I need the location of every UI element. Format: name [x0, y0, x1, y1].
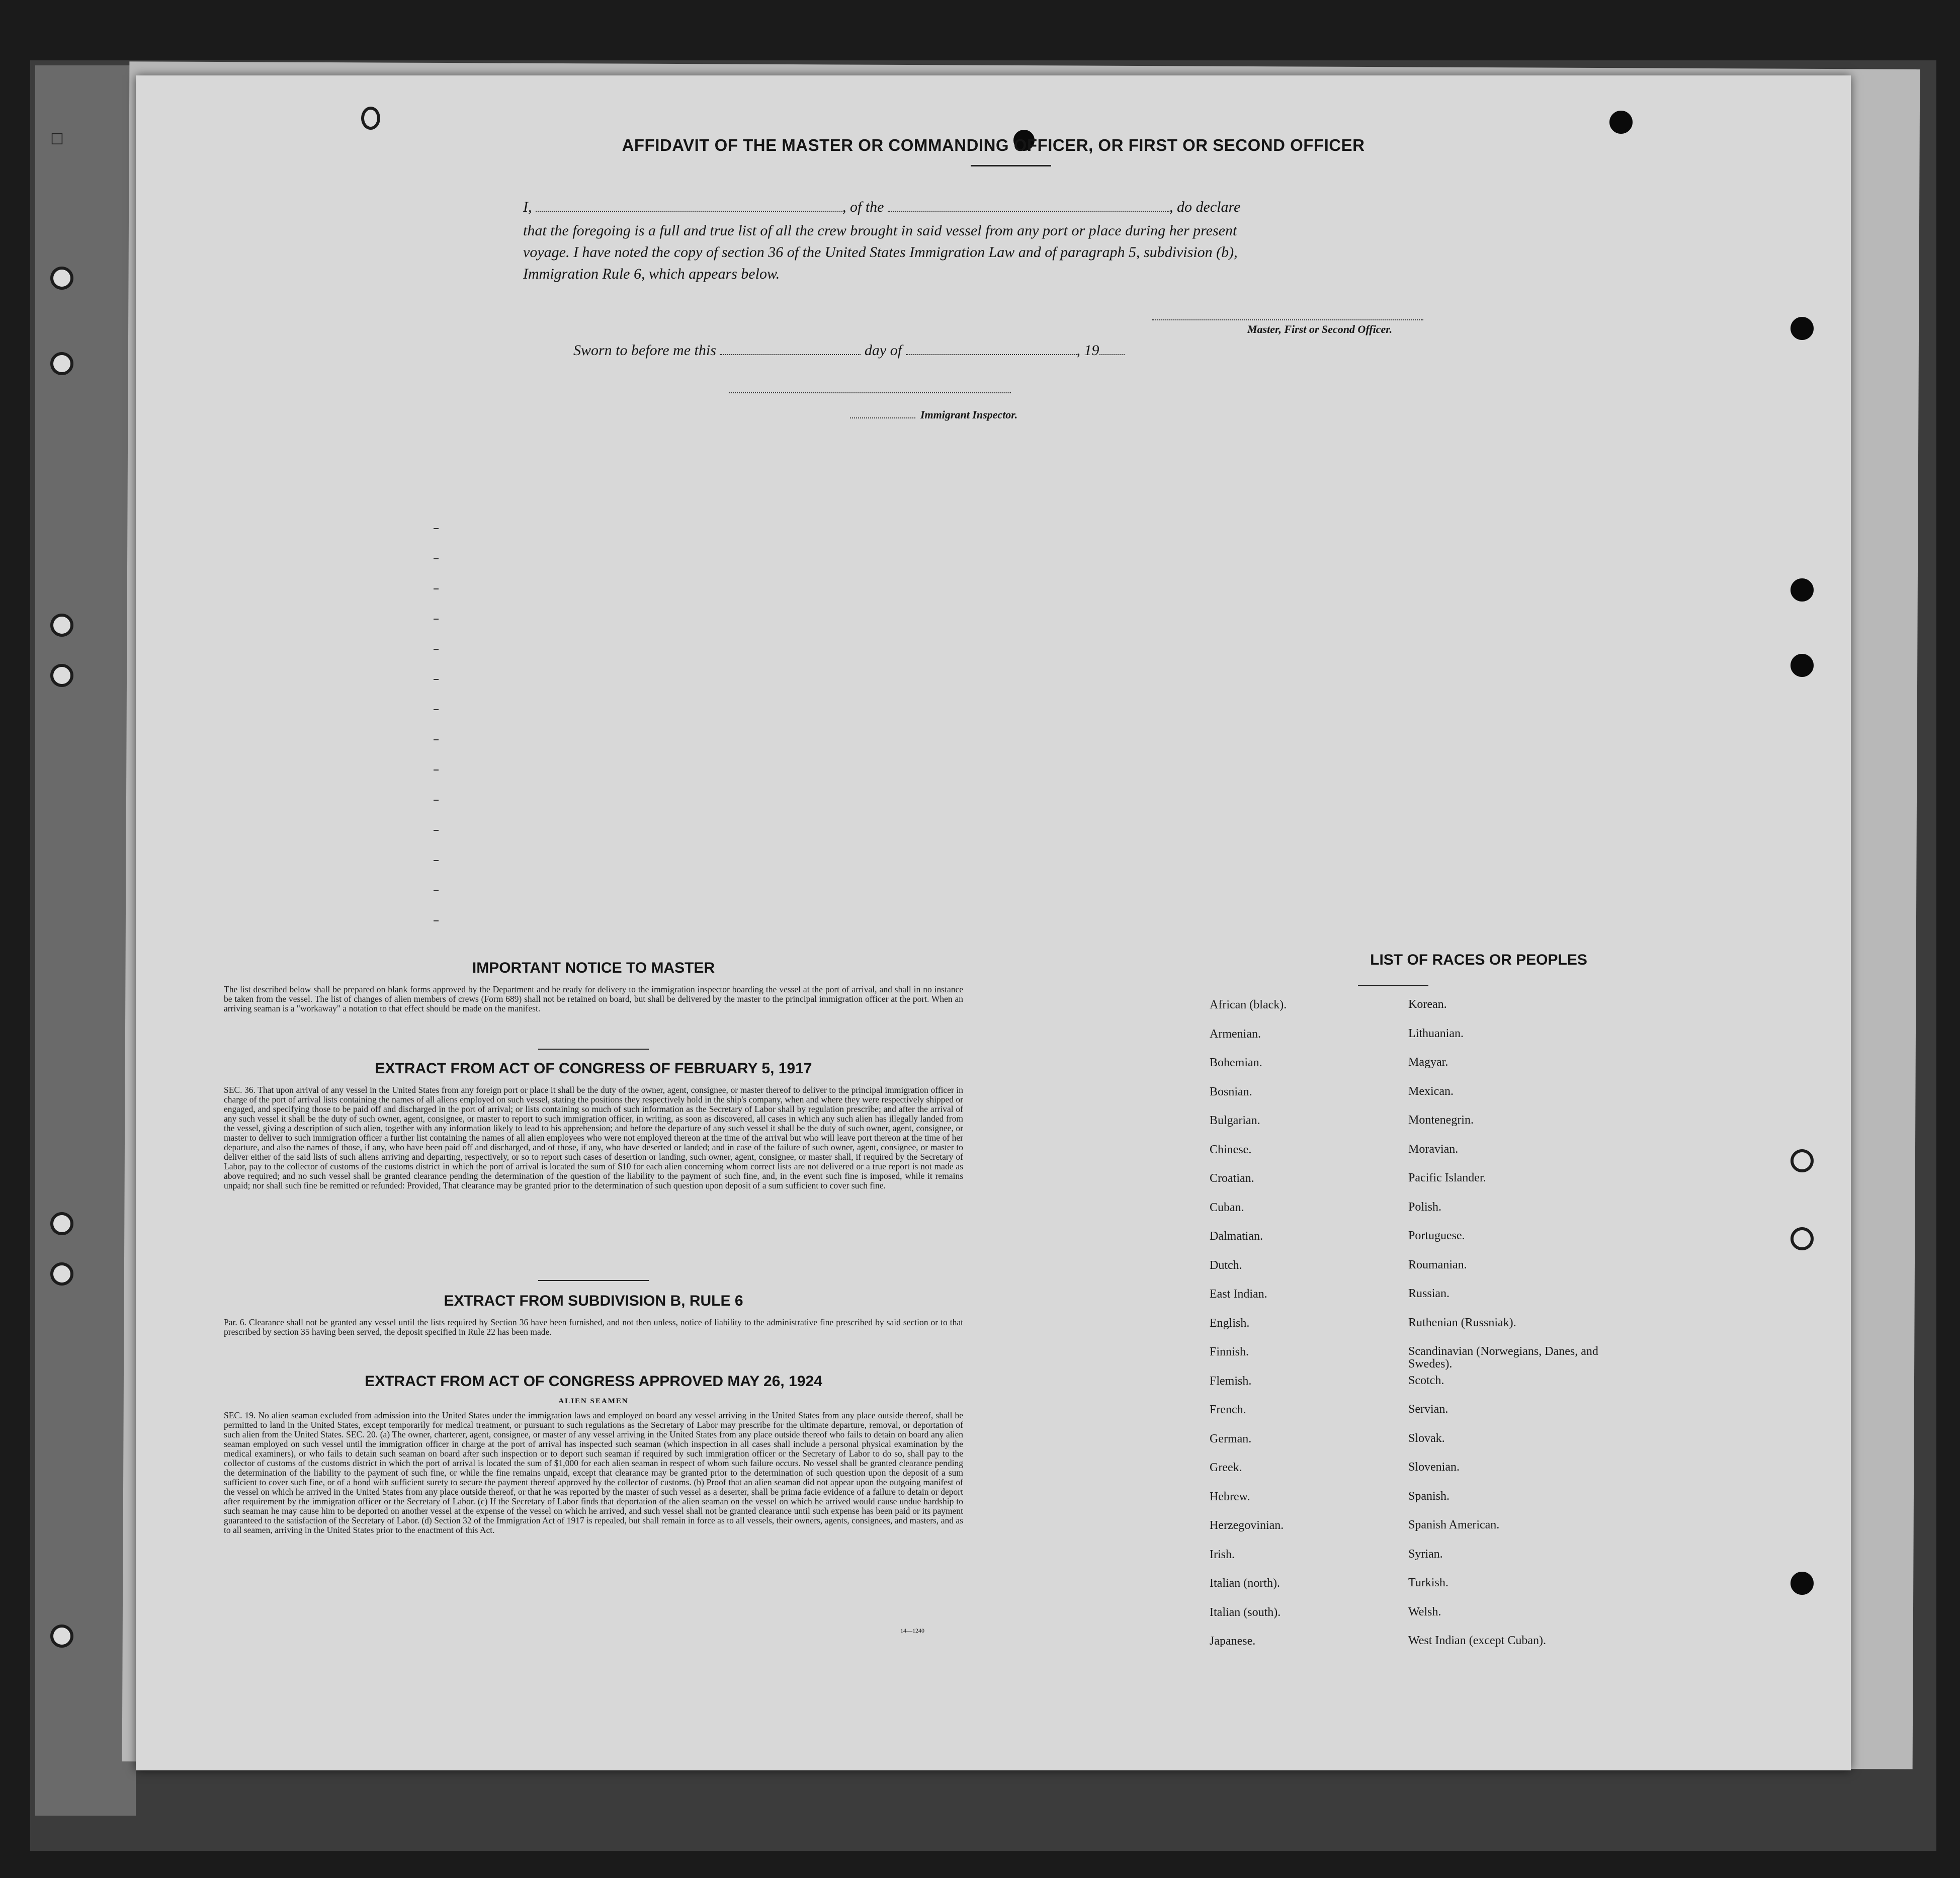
affidavit-title-rule	[971, 165, 1051, 166]
page-hole	[361, 107, 380, 130]
row-tick	[434, 558, 439, 559]
race-item: Greek.	[1210, 1461, 1242, 1474]
row-tick	[434, 528, 439, 529]
binder-strip	[35, 65, 136, 1816]
race-item: Bohemian.	[1210, 1056, 1262, 1069]
document-page	[136, 75, 1851, 1770]
binder-hole	[50, 664, 73, 687]
race-item: Hebrew.	[1210, 1490, 1250, 1503]
race-item: Flemish.	[1210, 1374, 1252, 1388]
sworn-year-blank	[1099, 354, 1125, 355]
race-item: Herzegovinian.	[1210, 1519, 1284, 1532]
race-item: Korean.	[1408, 998, 1447, 1011]
row-tick	[434, 860, 439, 861]
form-number: 14—1240	[900, 1627, 924, 1634]
race-item: Slovenian.	[1408, 1461, 1460, 1474]
binder-margin-mark: ☐	[50, 131, 64, 148]
race-item: Italian (south).	[1210, 1605, 1281, 1619]
section-divider	[538, 1280, 649, 1281]
races-title: LIST OF RACES OR PEOPLES	[1370, 952, 1587, 968]
sworn-day-of: day of	[864, 342, 902, 359]
sworn-line	[573, 342, 1125, 359]
race-item: Spanish.	[1408, 1489, 1450, 1503]
affidavit-line-4: Immigration Rule 6, which appears below.	[523, 266, 780, 282]
race-item: Turkish.	[1408, 1576, 1448, 1589]
binder-hole	[50, 1262, 73, 1286]
rule-6-title: EXTRACT FROM SUBDIVISION B, RULE 6	[444, 1293, 743, 1309]
race-item: Dutch.	[1210, 1258, 1242, 1272]
page-hole	[1791, 317, 1814, 340]
binder-hole	[50, 1212, 73, 1235]
race-item: Syrian.	[1408, 1547, 1443, 1561]
race-item: Bulgarian.	[1210, 1114, 1260, 1127]
affidavit-title: AFFIDAVIT OF THE MASTER OR COMMANDING OFFICER, OR FIRST OR SECOND OFFICER	[622, 136, 1365, 154]
race-item: Italian (north).	[1210, 1577, 1280, 1590]
binder-hole	[50, 352, 73, 375]
row-tick	[434, 619, 439, 620]
affidavit-of-the: , of the	[842, 199, 884, 215]
race-item: French.	[1210, 1403, 1246, 1416]
race-item: Roumanian.	[1408, 1258, 1467, 1271]
affidavit-line-1	[523, 199, 1240, 216]
name-blank	[536, 211, 842, 212]
race-item: English.	[1210, 1316, 1250, 1330]
act-1917-title: EXTRACT FROM ACT OF CONGRESS OF FEBRUARY 5, 1917	[375, 1060, 812, 1077]
section-divider	[538, 1049, 649, 1050]
race-item: Servian.	[1408, 1403, 1448, 1416]
row-tick	[434, 649, 439, 650]
act-1924-title: EXTRACT FROM ACT OF CONGRESS APPROVED MAY 26, 1924	[365, 1373, 822, 1390]
race-item: Slovak.	[1408, 1431, 1445, 1445]
affidavit-line-3: voyage. I have noted the copy of section 36 of the United States Immigration Law and of paragraph 5, subdivision (b),	[523, 244, 1238, 261]
notice-title: IMPORTANT NOTICE TO MASTER	[472, 960, 715, 976]
inspector-prefix-line	[850, 417, 915, 418]
race-item: Pacific Islander.	[1408, 1171, 1486, 1184]
page-hole	[1791, 578, 1814, 602]
sworn-month-blank	[906, 354, 1077, 355]
binder-hole	[50, 614, 73, 637]
race-item: Montenegrin.	[1408, 1114, 1474, 1127]
race-item: Croatian.	[1210, 1172, 1254, 1185]
page-hole	[1791, 1572, 1814, 1595]
race-item: Scandinavian (Norwegians, Danes, and Swedes).	[1408, 1345, 1598, 1371]
affidavit-i: I,	[523, 199, 532, 215]
race-item: Spanish American.	[1408, 1518, 1500, 1531]
row-tick	[434, 679, 439, 680]
act-1917-text: SEC. 36. That upon arrival of any vessel in the United States from any foreign port or place it shall be the duty of the owner, agent, consignee, or master thereof to deliver to the principal immigration officer in charge of the port of arrival lists containing the names of all aliens employed on such vessel, stating the positions they respectively hold in the ship's company, when and where they were respectively shipped or engaged, and specifying those to be paid off and discharged in the port of arrival; or lists containing so much of such information as the Secretary of Labor shall by regulation prescribe; and after the arrival of any such vessel it shall be the duty of such owner, agent, consignee, or master to report to such immigration officer, in writing, as soon as discovered, all cases in which any such alien has illegally landed from the vessel, giving a description of such alien, together with any information likely to lead to his apprehension; and before the departure of any such vessel it shall be the duty of such owner, agent, consignee, or master to deliver to such immigration officer a further list containing the names of all alien employees who were not employed thereon at the time of the arrival but who will leave port thereon at the time of her departure, and also the names of those, if any, who have been paid off and discharged, and of those, if any, who have deserted or landed; and in case of the failure of such owner, agent, consignee, or master to deliver either of the said lists of such aliens arriving and departing, respectively, or so to report such cases of desertion or landing, such owner, agent, consignee, or master shall, if required by the Secretary of Labor, pay to the collector of customs of the customs district in which the port of arrival is located the sum of $10 for each alien concerning whom correct lists are not delivered or a true report is not made as above required; and no such vessel shall be granted clearance pending the determination of the question of the liability to the payment of such fine, and, in the event such fine is imposed, while it remains unpaid; nor shall such fine be remitted or refunded: Provided, That clearance may be granted prior to the determination of such question upon deposit of a sum sufficient to cover such fine.	[224, 1085, 963, 1190]
race-item: Chinese.	[1210, 1143, 1252, 1156]
races-title-rule	[1358, 985, 1428, 986]
race-item: Welsh.	[1408, 1605, 1441, 1618]
page-hole	[1791, 654, 1814, 677]
page-hole	[1791, 1227, 1814, 1250]
inspector-signature-label: Immigrant Inspector.	[920, 408, 1018, 421]
race-item: German.	[1210, 1432, 1252, 1445]
race-item: Portuguese.	[1408, 1229, 1465, 1242]
race-item: Ruthenian (Russniak).	[1408, 1316, 1516, 1329]
row-tick	[434, 739, 439, 740]
race-item: Russian.	[1408, 1287, 1450, 1300]
vessel-blank	[888, 211, 1169, 212]
row-tick	[434, 800, 439, 801]
race-item: Armenian.	[1210, 1027, 1261, 1041]
row-tick	[434, 830, 439, 831]
row-tick	[434, 920, 439, 921]
rule-6-text: Par. 6. Clearance shall not be granted any vessel until the lists required by Section 36 have been furnished, and not then unless, notice of liability to the administrative fine prescribed by said section or to that prescribed by section 35 having been served, the deposit specified in Rule 22 has been made.	[224, 1317, 963, 1337]
sworn-date-blank	[720, 354, 861, 355]
notice-text: The list described below shall be prepared on blank forms approved by the Department and be ready for delivery to the immigration inspector boarding the vessel at the port of arrival, and shall in no instance be taken from the vessel. The list of changes of alien members of crews (Form 689) shall not be retained on board, but shall be delivered by the master to the principal immigration officer at the port. When an arriving seaman is a "workaway" a notation to that effect should be made on the manifest.	[224, 984, 963, 1013]
race-item: Scotch.	[1408, 1374, 1444, 1387]
sworn-year: , 19	[1076, 342, 1099, 359]
race-item: Lithuanian.	[1408, 1027, 1464, 1040]
row-tick	[434, 770, 439, 771]
master-signature-line	[1152, 319, 1423, 320]
row-tick	[434, 588, 439, 589]
inspector-signature-line	[729, 392, 1011, 393]
row-tick	[434, 709, 439, 710]
race-item: Finnish.	[1210, 1345, 1249, 1358]
race-item: Polish.	[1408, 1200, 1442, 1214]
row-tick	[434, 890, 439, 891]
sworn-prefix: Sworn to before me this	[573, 342, 716, 359]
binder-hole	[50, 267, 73, 290]
binder-hole	[50, 1625, 73, 1648]
race-item: Japanese.	[1210, 1635, 1256, 1648]
master-signature-label: Master, First or Second Officer.	[1247, 323, 1393, 335]
page-hole	[1609, 111, 1633, 134]
affidavit-declare: , do declare	[1169, 199, 1241, 215]
race-item: African (black).	[1210, 998, 1287, 1011]
race-item: East Indian.	[1210, 1288, 1267, 1301]
race-item: Moravian.	[1408, 1142, 1459, 1156]
race-item: Mexican.	[1408, 1084, 1454, 1098]
race-item: Dalmatian.	[1210, 1230, 1263, 1243]
race-item: Magyar.	[1408, 1056, 1448, 1069]
page-hole	[1791, 1149, 1814, 1172]
race-item: Cuban.	[1210, 1201, 1244, 1214]
race-item: Irish.	[1210, 1548, 1235, 1561]
race-item: Bosnian.	[1210, 1085, 1252, 1098]
act-1924-text: SEC. 19. No alien seaman excluded from admission into the United States under the immigration laws and employed on board any vessel arriving in the United States from any place outside thereof, shall be permitted to land in the United States, except temporarily for medical treatment, or pursuant to such regulations as the Secretary of Labor may prescribe for the ultimate departure, removal, or deportation of such alien from the United States. SEC. 20. (a) The owner, charterer, agent, consignee, or master of any vessel arriving in the United States from any place outside thereof who fails to detain on board any alien seaman employed on such vessel until the immigration officer in charge at the port of arrival has inspected such seaman (which inspection in all cases shall include a personal physical examination by the medical examiners), or who fails to detain such seaman on board after such inspection or to deport such seaman if required by such immigration officer or the Secretary of Labor to do so, shall pay to the collector of customs of the customs district in which the port of arrival is located the sum of $1,000 for each alien seaman in respect of whom such failure occurs. No vessel shall be granted clearance pending the determination of the liability to the payment of such fine, or while the fine remains unpaid, except that clearance may be granted prior to the determination of such question upon the deposit of a sum sufficient to cover such fine, or of a bond with sufficient surety to secure the payment thereof approved by the collector of customs. (b) Proof that an alien seaman did not appear upon the outgoing manifest of the vessel on which he arrived in the United States from any place outside thereof, or that he was reported by the master of such vessel as a deserter, shall be prima facie evidence of a failure to detain or deport after requirement by the immigration officer or the Secretary of Labor. (c) If the Secretary of Labor finds that deportation of the alien seaman on the vessel on which he arrived would cause undue hardship to such seaman he may cause him to be deported on another vessel at the expense of the vessel on which he arrived, and such vessel shall not be granted clearance until such expense has been paid or its payment guaranteed to the satisfaction of the Secretary of Labor. (d) Section 32 of the Immigration Act of 1917 is repealed, but shall remain in force as to all vessels, their owners, agents, consignees, and masters, and as to all seamen, arriving in the United States prior to the enactment of this Act.	[224, 1410, 963, 1535]
alien-seamen-subtitle: ALIEN SEAMEN	[558, 1397, 629, 1405]
affidavit-line-2: that the foregoing is a full and true list of all the crew brought in said vessel from any port or place during her present	[523, 222, 1237, 239]
race-item: West Indian (except Cuban).	[1408, 1634, 1546, 1647]
